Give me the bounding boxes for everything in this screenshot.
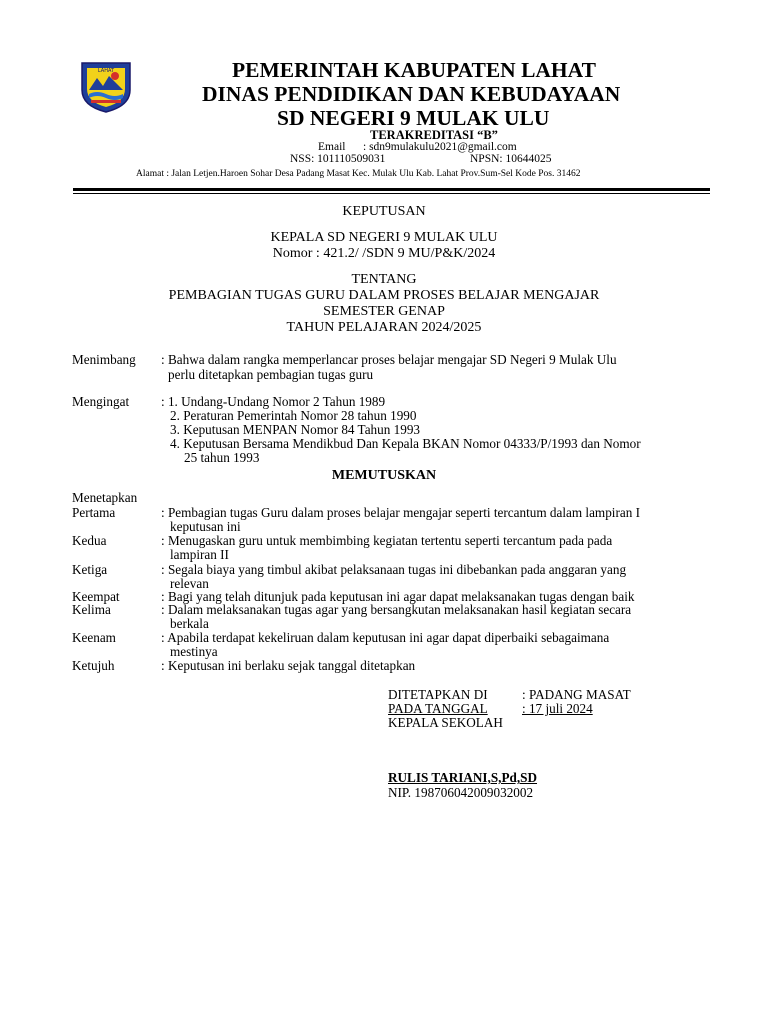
menetapkan-label: Menetapkan — [72, 490, 138, 505]
decision-line-1: : Keputusan ini berlaku sejak tanggal ditetapkan — [161, 658, 416, 673]
decision-line-2: keputusan ini — [170, 519, 241, 534]
menimbang-label: Menimbang — [72, 352, 136, 367]
signatory-name: RULIS TARIANI,S,Pd,SD — [388, 770, 538, 785]
mengingat-item: 3. Keputusan MENPAN Nomor 84 Tahun 1993 — [170, 422, 421, 437]
logo-text: LAHAT — [97, 68, 115, 74]
signatory-nip: NIP. 198706042009032002 — [388, 785, 534, 800]
mengingat-item: 25 tahun 1993 — [184, 450, 260, 465]
decision-line-2: mestinya — [170, 644, 218, 659]
decision-line-1: : Pembagian tugas Guru dalam proses belajar mengajar seperti tercantum dalam lampiran I — [161, 505, 640, 520]
header-line-2: DINAS PENDIDIKAN DAN KEBUDAYAAN — [202, 82, 621, 106]
doc-type: KEPUTUSAN — [342, 204, 426, 219]
decision-label: Kelima — [72, 602, 111, 617]
tentang: TENTANG — [351, 272, 417, 287]
tanggal-value: : 17 juli 2024 — [522, 701, 593, 716]
ditetapkan-value: : PADANG MASAT — [522, 687, 631, 702]
npsn: NPSN: 10644025 — [470, 153, 552, 165]
decision-line-2: relevan — [170, 576, 209, 591]
mengingat-item: : 1. Undang-Undang Nomor 2 Tahun 1989 — [161, 394, 386, 409]
lahat-regency-logo — [79, 60, 133, 114]
memutuskan-heading: MEMUTUSKAN — [331, 468, 437, 483]
decision-label: Keempat — [72, 589, 120, 604]
menimbang-line-1: : Bahwa dalam rangka memperlancar proses belajar mengajar SD Negeri 9 Mulak Ulu — [161, 352, 617, 367]
doc-number: Nomor : 421.2/ /SDN 9 MU/P&K/2024 — [272, 246, 496, 261]
letterhead-divider-thick — [73, 188, 710, 191]
subject-line-1: PEMBAGIAN TUGAS GURU DALAM PROSES BELAJAR MENGAJAR — [168, 288, 600, 303]
decision-label: Ketiga — [72, 562, 108, 577]
ditetapkan-label: DITETAPKAN DI — [388, 687, 488, 702]
signatory-position: KEPALA SEKOLAH — [388, 715, 503, 730]
menimbang-line-2: perlu ditetapkan pembagian tugas guru — [168, 367, 374, 382]
decision-line-1: : Dalam melaksanakan tugas agar yang bersangkutan melaksanakan hasil kegiatan secara — [161, 602, 632, 617]
decision-label: Kedua — [72, 533, 107, 548]
subject-line-2: SEMESTER GENAP — [323, 304, 445, 319]
mengingat-item: 4. Keputusan Bersama Mendikbud Dan Kepala BKAN Nomor 04333/P/1993 dan Nomor — [170, 436, 641, 451]
address: Alamat : Jalan Letjen.Haroen Sohar Desa Padang Masat Kec. Mulak Ulu Kab. Lahat Prov.Sum-Sel Kode Pos. 31462 — [136, 169, 581, 179]
decision-label: Pertama — [72, 505, 116, 520]
decision-label: Keenam — [72, 630, 116, 645]
mengingat-label: Mengingat — [72, 394, 130, 409]
decision-line-1: : Bagi yang telah ditunjuk pada keputusan ini agar dapat melaksanakan tugas dengan baik — [161, 589, 635, 604]
issuer: KEPALA SD NEGERI 9 MULAK ULU — [270, 230, 498, 245]
decision-line-1: : Apabila terdapat kekeliruan dalam keputusan ini agar dapat diperbaiki sebagaimana — [161, 630, 610, 645]
decision-line-1: : Menugaskan guru untuk membimbing kegiatan tertentu seperti tercantum pada pada — [161, 533, 613, 548]
accreditation: TERAKREDITASI “B” — [370, 128, 498, 142]
header-line-1: PEMERINTAH KABUPATEN LAHAT — [232, 58, 596, 82]
decision-label: Ketujuh — [72, 658, 115, 673]
mengingat-item: 2. Peraturan Pemerintah Nomor 28 tahun 1990 — [170, 408, 417, 423]
header-line-3: SD NEGERI 9 MULAK ULU — [277, 106, 550, 130]
email-label: Email — [318, 141, 346, 153]
decision-line-2: berkala — [170, 616, 209, 631]
subject-line-3: TAHUN PELAJARAN 2024/2025 — [286, 320, 482, 335]
letterhead-divider-thin — [73, 193, 710, 194]
decision-line-1: : Segala biaya yang timbul akibat pelaksanaan tugas ini dibebankan pada anggaran yang — [161, 562, 627, 577]
decision-line-2: lampiran II — [170, 547, 229, 562]
nss: NSS: 101110509031 — [290, 153, 386, 165]
tanggal-label: PADA TANGGAL — [388, 701, 488, 716]
email-value: : sdn9mulakulu2021@gmail.com — [363, 141, 517, 153]
